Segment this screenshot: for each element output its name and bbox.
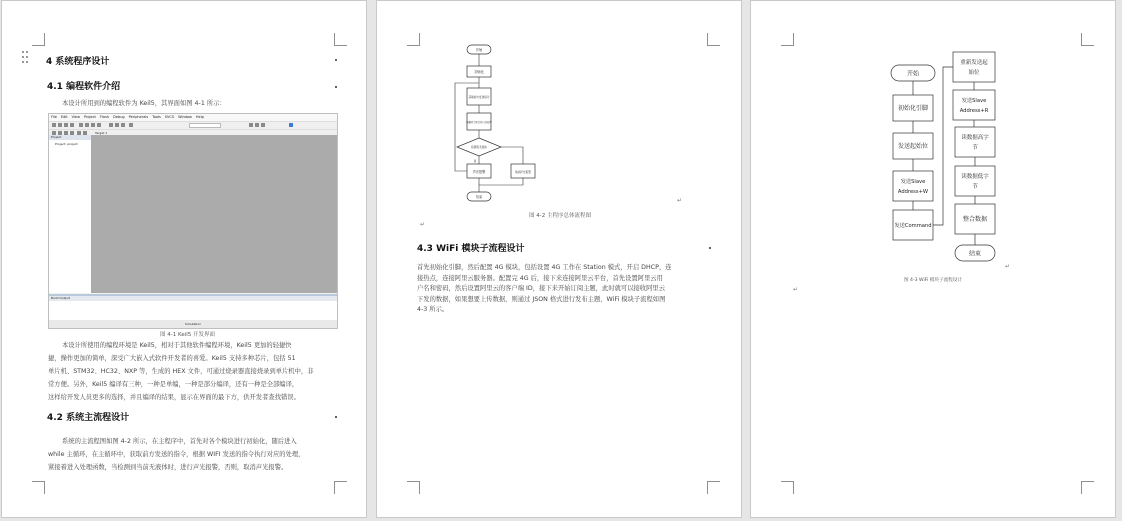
flow-end-label: 结束 (475, 195, 483, 199)
crop-mark (1081, 481, 1094, 494)
crop-mark (781, 481, 794, 494)
main-flowchart (447, 43, 557, 207)
wifi-read-low-node (955, 166, 995, 196)
ide-target-select: Target 1 (95, 131, 108, 135)
text-line: 4-3 所示。 (417, 306, 449, 313)
ide-menu-item: Tools (152, 115, 161, 119)
text-line: 系统的主流程图如图 4-2 所示，在主程序中，首先对各个模块进行初始化，随后进入 (62, 438, 297, 445)
document-page-2[interactable] (376, 0, 742, 518)
paragraph-mark: ↵ (420, 221, 426, 228)
paragraph-wifi (417, 263, 713, 316)
flow-yes-label: 是 (473, 160, 477, 163)
flow-init-label: 初始化 (474, 70, 484, 74)
figure-caption-4-2: 图 4-2 主程序总体流程图 (529, 213, 591, 219)
wifi-read-high-node (955, 127, 995, 157)
text-line: 接热点，连接阿里云服务器。配置完 4G 后，接下来连接阿里云平台，首先设置阿里云用 (417, 274, 663, 282)
document-page-3[interactable] (750, 0, 1116, 518)
crop-mark (407, 481, 420, 494)
ide-project-panel (49, 135, 92, 293)
wifi-send-addr-w-node (893, 171, 933, 201)
flow-cancel-label: 取消声光报警 (515, 171, 531, 174)
ide-status-bar: Simulation (49, 320, 337, 328)
wifi-send-addr-r-node (953, 90, 995, 120)
paragraph-main-flow (48, 435, 340, 474)
crop-mark (32, 33, 45, 46)
ide-menu-item: Peripherals (128, 115, 149, 119)
heading-4-1: 4.1 编程软件介绍 (47, 82, 121, 92)
paragraph-mark: ↵ (793, 286, 799, 293)
figure-caption-4-3: 图 4-3 WiFi 模块子流程设计 (904, 278, 962, 283)
wifi-read-low-label: 节 (972, 184, 978, 190)
wifi-end-label: 结束 (968, 250, 982, 258)
text-line: 首先初始化引脚，然后配置 4G 模块，包括设置 4G 工作在 Station 模式，开启 DHCP，连 (417, 264, 672, 271)
wifi-read-low-label: 读数据低字 (961, 174, 989, 180)
wifi-read-high-label: 读数据高字 (961, 135, 989, 141)
text-line: 捷，操作更加的简单，深受广大嵌入式软件开发者的喜爱。Keil5 支持多种芯片，包括 51 (48, 355, 296, 362)
text-line: 下发的数据，如果想要上传数据，则通过 JSON 格式进行发布主题，WiFi 模块子流程如图 (417, 295, 666, 303)
document-page-1[interactable] (1, 0, 367, 518)
text-line: while 主循环，在主循环中，获取前方发送的指令，根据 WIFI 发送的指令执行对应的处理， (48, 451, 305, 458)
flow-receive-label: 获取前方发送指令 (468, 96, 490, 99)
text-line: 户名和密码，然后设置阿里云的客户端 ID，接下来开始订阅主题，此时就可以接收阿里云 (417, 285, 665, 292)
crop-mark (707, 33, 720, 46)
ide-toolbar (49, 122, 337, 130)
ide-editor-area (92, 135, 337, 293)
paragraph-mark (335, 416, 337, 418)
wifi-process-label: 整合数据 (962, 216, 988, 223)
wifi-resend-start-label: 重新发送起 (960, 60, 988, 66)
paragraph-mark (709, 247, 711, 249)
wifi-send-addr-w-label: Address+W (897, 189, 929, 195)
wifi-resend-start-node (953, 52, 995, 82)
wifi-send-command-label: 发送Command (894, 223, 932, 229)
heading-4-2: 4.2 系统主流程设计 (47, 413, 130, 423)
ide-menu-item: SVCS (164, 115, 175, 119)
paragraph-intro: 本设计所用到的编程软件为 Keil5，其界面如图 4-1 所示： (62, 100, 226, 107)
wifi-send-addr-r-label: Address+R (959, 108, 989, 114)
flow-decision-label: 检测有无液体 (471, 146, 487, 149)
ide-menu-item: Flash (99, 115, 110, 119)
text-line: 常方便。另外，Keil5 编译有三种，一种是单编，一种是部分编译，还有一种是全部编译， (48, 381, 299, 388)
flow-alarm-label: 声光报警 (472, 170, 486, 174)
project-panel-title: Project (49, 135, 91, 140)
crop-mark (32, 481, 45, 494)
crop-mark (407, 33, 420, 46)
wifi-send-addr-r-label: 发送Slave (961, 98, 987, 104)
crop-mark (707, 481, 720, 494)
ide-menu-item: View (71, 115, 80, 119)
paragraph-mark (335, 59, 337, 61)
text-line: 这样给开发人员更多的选择，并且编译的结果，显示在界面的最下方，供开发者查找错误。 (48, 394, 300, 401)
wifi-read-high-label: 节 (972, 145, 978, 151)
figure-caption-4-1: 图 4-1 Keil5 开发界面 (160, 332, 216, 338)
wifi-resend-start-label: 始位 (968, 70, 980, 76)
paragraph-keil5 (48, 339, 340, 404)
wifi-send-start-label: 发送起始位 (897, 143, 929, 150)
heading-4-3: 4.3 WiFi 模块子流程设计 (417, 244, 525, 254)
ide-menu-item: Edit (60, 115, 68, 119)
keil5-screenshot (48, 113, 338, 329)
flow-start-label: 开始 (475, 48, 483, 52)
project-tree-item: Project: project (55, 142, 78, 146)
ide-menu-item: Debug (113, 115, 125, 119)
ide-menu-item: Help (195, 115, 204, 119)
flow-execute-label: 根据指令执行对应的处理 (466, 121, 492, 124)
crop-mark (1081, 33, 1094, 46)
build-output-title: Build Output (49, 296, 337, 301)
ide-menu-item: Window (178, 115, 192, 119)
paragraph-mark (335, 86, 337, 88)
crop-mark (334, 481, 347, 494)
crop-mark (781, 33, 794, 46)
ide-menu-item: Project (83, 115, 96, 119)
heading-chapter-4: 4 系统程序设计 (46, 57, 110, 67)
ide-menu-item: File (51, 115, 57, 119)
text-line: 本设计所使用的编程环境是 Keil5，相对于其他软件编程环境，Keil5 更加的轻捷快 (62, 342, 292, 349)
wifi-send-addr-w-label: 发送Slave (900, 179, 926, 185)
drag-handle-icon[interactable] (22, 51, 30, 65)
wifi-flowchart (889, 51, 1009, 267)
wifi-start-label: 开始 (906, 70, 920, 78)
paragraph-mark: ↵ (1005, 263, 1011, 270)
crop-mark (334, 33, 347, 46)
paragraph-mark: ↵ (677, 197, 683, 204)
wifi-init-label: 初始化引脚 (897, 105, 929, 112)
ide-menubar (49, 114, 337, 122)
ide-build-output (49, 294, 337, 320)
text-line: 紧接着进入处理函数，当检测到当前无液体时，进行声光报警，否则，取消声光报警。 (48, 464, 288, 471)
text-line: 单片机、STM32、HC32、NXP 等，生成的 HEX 文件，可通过烧录器直接烧录到单片机中，非 (48, 368, 314, 375)
